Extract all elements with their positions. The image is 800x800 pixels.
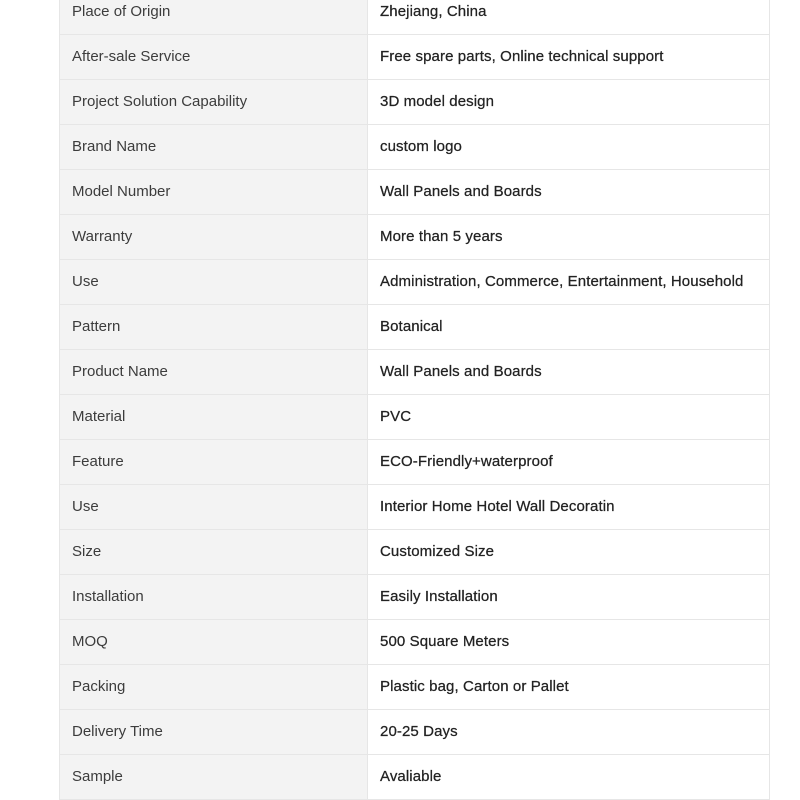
spec-value: Easily Installation bbox=[368, 575, 770, 620]
spec-row-installation bbox=[60, 575, 770, 620]
spec-value: Customized Size bbox=[368, 530, 770, 575]
spec-value: PVC bbox=[368, 395, 770, 440]
spec-row-project-solution-capability bbox=[60, 80, 770, 125]
spec-row-moq bbox=[60, 620, 770, 665]
spec-row-packing bbox=[60, 665, 770, 710]
spec-key: MOQ bbox=[60, 620, 368, 665]
spec-value: Zhejiang, China bbox=[368, 0, 770, 35]
spec-row-pattern bbox=[60, 305, 770, 350]
spec-key: Pattern bbox=[60, 305, 368, 350]
spec-value: 500 Square Meters bbox=[368, 620, 770, 665]
spec-key: Project Solution Capability bbox=[60, 80, 368, 125]
spec-value: Administration, Commerce, Entertainment, Household bbox=[368, 260, 770, 305]
spec-value: ECO-Friendly+waterproof bbox=[368, 440, 770, 485]
spec-value: Wall Panels and Boards bbox=[368, 170, 770, 215]
spec-key: Installation bbox=[60, 575, 368, 620]
spec-value: Avaliable bbox=[368, 755, 770, 800]
spec-key: Model Number bbox=[60, 170, 368, 215]
spec-row-use bbox=[60, 260, 770, 305]
spec-row-material bbox=[60, 395, 770, 440]
spec-key: Place of Origin bbox=[60, 0, 368, 35]
spec-row-place-of-origin bbox=[60, 0, 770, 35]
spec-table-body bbox=[60, 0, 770, 800]
spec-value: 3D model design bbox=[368, 80, 770, 125]
spec-key: Packing bbox=[60, 665, 368, 710]
spec-key: Brand Name bbox=[60, 125, 368, 170]
spec-key: Material bbox=[60, 395, 368, 440]
spec-key: Use bbox=[60, 260, 368, 305]
spec-value: custom logo bbox=[368, 125, 770, 170]
spec-row-sample bbox=[60, 755, 770, 800]
spec-row-use-2 bbox=[60, 485, 770, 530]
spec-value: Wall Panels and Boards bbox=[368, 350, 770, 395]
spec-row-size bbox=[60, 530, 770, 575]
spec-value: Interior Home Hotel Wall Decoratin bbox=[368, 485, 770, 530]
spec-row-delivery-time bbox=[60, 710, 770, 755]
product-spec-table bbox=[59, 0, 770, 800]
spec-value: Botanical bbox=[368, 305, 770, 350]
spec-value: Free spare parts, Online technical support bbox=[368, 35, 770, 80]
spec-key: After-sale Service bbox=[60, 35, 368, 80]
spec-value: Plastic bag, Carton or Pallet bbox=[368, 665, 770, 710]
spec-row-after-sale-service bbox=[60, 35, 770, 80]
spec-key: Size bbox=[60, 530, 368, 575]
spec-key: Feature bbox=[60, 440, 368, 485]
spec-row-warranty bbox=[60, 215, 770, 260]
spec-row-model-number bbox=[60, 170, 770, 215]
spec-row-product-name bbox=[60, 350, 770, 395]
spec-key: Use bbox=[60, 485, 368, 530]
spec-value: More than 5 years bbox=[368, 215, 770, 260]
spec-key: Product Name bbox=[60, 350, 368, 395]
spec-row-brand-name bbox=[60, 125, 770, 170]
spec-row-feature bbox=[60, 440, 770, 485]
spec-key: Sample bbox=[60, 755, 368, 800]
spec-value: 20-25 Days bbox=[368, 710, 770, 755]
spec-key: Delivery Time bbox=[60, 710, 368, 755]
spec-key: Warranty bbox=[60, 215, 368, 260]
